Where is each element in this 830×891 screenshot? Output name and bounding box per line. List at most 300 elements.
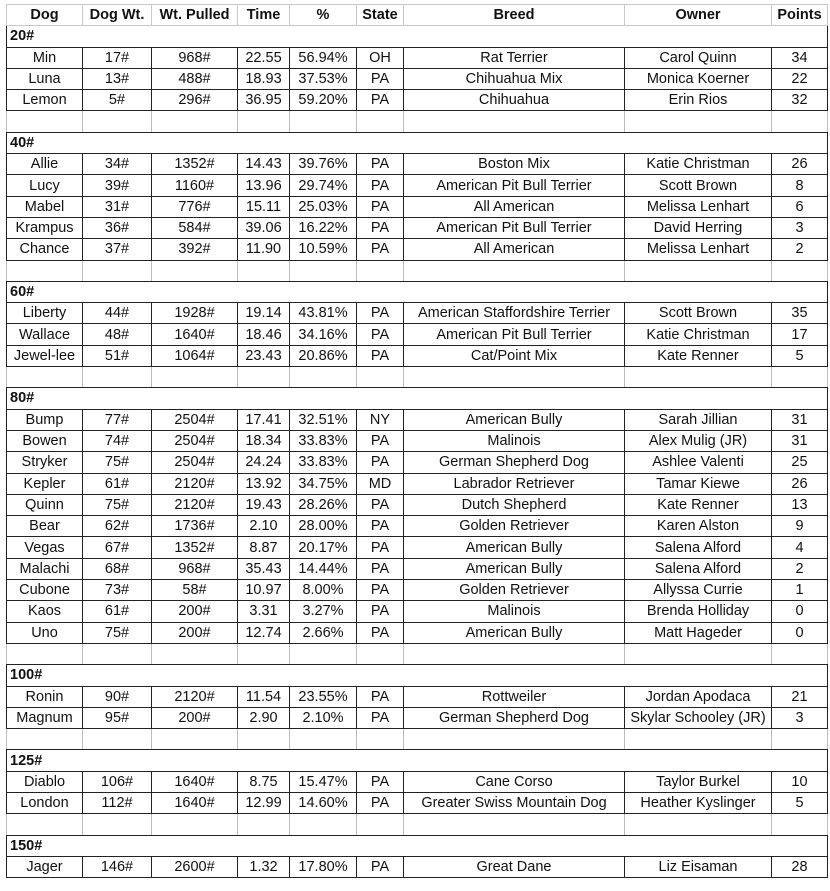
empty-cell: [772, 814, 828, 835]
empty-cell: [772, 643, 828, 664]
cell-dog: Vegas: [7, 537, 83, 558]
cell-state: PA: [357, 90, 404, 111]
table-row: [7, 175, 828, 196]
cell-points: 2: [772, 239, 828, 260]
cell-owner: Skylar Schooley (JR): [625, 707, 772, 728]
cell-breed: Greater Swiss Mountain Dog: [404, 792, 625, 813]
empty-cell: [7, 111, 83, 132]
cell-breed: American Pit Bull Terrier: [404, 324, 625, 345]
cell-points: 22: [772, 68, 828, 89]
cell-dog-weight: 31#: [83, 196, 152, 217]
cell-dog: Stryker: [7, 452, 83, 473]
empty-cell: [238, 814, 290, 835]
empty-cell: [357, 111, 404, 132]
empty-cell: [152, 814, 238, 835]
cell-breed: All American: [404, 196, 625, 217]
cell-state: PA: [357, 430, 404, 451]
spacer-row: [7, 111, 828, 132]
cell-state: PA: [357, 217, 404, 238]
cell-dog-weight: 74#: [83, 430, 152, 451]
cell-weight-pulled: 1352#: [152, 154, 238, 175]
cell-points: 26: [772, 473, 828, 494]
cell-owner: Matt Hageder: [625, 622, 772, 643]
cell-breed: Golden Retriever: [404, 580, 625, 601]
cell-time: 22.55: [238, 47, 290, 68]
cell-state: PA: [357, 771, 404, 792]
table-row: [7, 154, 828, 175]
cell-state: MD: [357, 473, 404, 494]
weight-class-label: 100#: [7, 665, 828, 686]
table-row: [7, 196, 828, 217]
empty-cell: [238, 729, 290, 750]
cell-dog: Quinn: [7, 494, 83, 515]
table-row: [7, 771, 828, 792]
cell-points: 2: [772, 558, 828, 579]
cell-dog: Jager: [7, 856, 83, 877]
cell-time: 1.32: [238, 856, 290, 877]
cell-percent: 34.16%: [290, 324, 357, 345]
cell-breed: German Shepherd Dog: [404, 707, 625, 728]
empty-cell: [238, 111, 290, 132]
cell-percent: 33.83%: [290, 452, 357, 473]
empty-cell: [357, 643, 404, 664]
cell-state: PA: [357, 537, 404, 558]
empty-cell: [772, 260, 828, 281]
cell-breed: American Bully: [404, 537, 625, 558]
cell-dog-weight: 36#: [83, 217, 152, 238]
cell-state: PA: [357, 324, 404, 345]
empty-cell: [238, 260, 290, 281]
empty-cell: [290, 367, 357, 388]
cell-dog: Jewel-lee: [7, 345, 83, 366]
cell-state: PA: [357, 686, 404, 707]
column-header-state: State: [357, 5, 404, 26]
cell-weight-pulled: 1160#: [152, 175, 238, 196]
cell-state: PA: [357, 601, 404, 622]
cell-time: 2.10: [238, 516, 290, 537]
cell-time: 17.41: [238, 409, 290, 430]
cell-time: 19.43: [238, 494, 290, 515]
cell-weight-pulled: 200#: [152, 707, 238, 728]
cell-owner: Heather Kyslinger: [625, 792, 772, 813]
cell-dog-weight: 5#: [83, 90, 152, 111]
cell-breed: Malinois: [404, 601, 625, 622]
cell-weight-pulled: 200#: [152, 601, 238, 622]
table-row: [7, 324, 828, 345]
empty-cell: [625, 260, 772, 281]
cell-breed: All American: [404, 239, 625, 260]
cell-dog: Kaos: [7, 601, 83, 622]
cell-time: 19.14: [238, 303, 290, 324]
cell-points: 4: [772, 537, 828, 558]
cell-weight-pulled: 2504#: [152, 409, 238, 430]
cell-dog-weight: 73#: [83, 580, 152, 601]
cell-owner: Scott Brown: [625, 175, 772, 196]
cell-breed: Chihuahua: [404, 90, 625, 111]
cell-breed: Rat Terrier: [404, 47, 625, 68]
cell-owner: Melissa Lenhart: [625, 196, 772, 217]
cell-points: 26: [772, 154, 828, 175]
cell-owner: Katie Christman: [625, 324, 772, 345]
cell-state: PA: [357, 580, 404, 601]
empty-cell: [772, 367, 828, 388]
weight-class-label: 20#: [7, 26, 828, 47]
cell-breed: Great Dane: [404, 856, 625, 877]
spacer-row: [7, 814, 828, 835]
empty-cell: [83, 729, 152, 750]
cell-dog: Cubone: [7, 580, 83, 601]
cell-percent: 2.10%: [290, 707, 357, 728]
cell-weight-pulled: 2120#: [152, 686, 238, 707]
cell-dog: Diablo: [7, 771, 83, 792]
cell-state: PA: [357, 707, 404, 728]
cell-percent: 28.00%: [290, 516, 357, 537]
cell-time: 18.34: [238, 430, 290, 451]
cell-points: 31: [772, 430, 828, 451]
empty-cell: [625, 814, 772, 835]
cell-dog-weight: 106#: [83, 771, 152, 792]
empty-cell: [404, 367, 625, 388]
cell-points: 10: [772, 771, 828, 792]
cell-percent: 33.83%: [290, 430, 357, 451]
cell-owner: Scott Brown: [625, 303, 772, 324]
table-header: [7, 5, 828, 26]
cell-percent: 17.80%: [290, 856, 357, 877]
empty-cell: [7, 814, 83, 835]
cell-owner: David Herring: [625, 217, 772, 238]
header-row: [7, 5, 828, 26]
cell-time: 8.87: [238, 537, 290, 558]
weight-class-row: [7, 388, 828, 409]
cell-time: 18.93: [238, 68, 290, 89]
cell-dog: Ronin: [7, 686, 83, 707]
cell-dog-weight: 48#: [83, 324, 152, 345]
cell-dog-weight: 17#: [83, 47, 152, 68]
cell-dog: London: [7, 792, 83, 813]
cell-time: 18.46: [238, 324, 290, 345]
cell-state: PA: [357, 516, 404, 537]
cell-breed: Golden Retriever: [404, 516, 625, 537]
table-row: [7, 558, 828, 579]
cell-owner: Ashlee Valenti: [625, 452, 772, 473]
column-header-percent: %: [290, 5, 357, 26]
cell-breed: Cat/Point Mix: [404, 345, 625, 366]
cell-points: 8: [772, 175, 828, 196]
weight-class-row: [7, 132, 828, 153]
empty-cell: [290, 111, 357, 132]
cell-dog-weight: 62#: [83, 516, 152, 537]
empty-cell: [290, 729, 357, 750]
cell-owner: Karen Alston: [625, 516, 772, 537]
cell-state: PA: [357, 494, 404, 515]
table-row: [7, 217, 828, 238]
table-row: [7, 494, 828, 515]
cell-dog-weight: 44#: [83, 303, 152, 324]
table-row: [7, 303, 828, 324]
weight-class-row: [7, 281, 828, 302]
cell-percent: 43.81%: [290, 303, 357, 324]
table-row: [7, 537, 828, 558]
cell-weight-pulled: 2120#: [152, 473, 238, 494]
cell-owner: Jordan Apodaca: [625, 686, 772, 707]
cell-time: 2.90: [238, 707, 290, 728]
empty-cell: [772, 729, 828, 750]
cell-dog-weight: 95#: [83, 707, 152, 728]
cell-dog: Chance: [7, 239, 83, 260]
cell-dog-weight: 61#: [83, 601, 152, 622]
table-row: [7, 580, 828, 601]
table-row: [7, 47, 828, 68]
table-row: [7, 430, 828, 451]
table-row: [7, 707, 828, 728]
cell-points: 0: [772, 601, 828, 622]
cell-weight-pulled: 200#: [152, 622, 238, 643]
cell-breed: American Pit Bull Terrier: [404, 217, 625, 238]
table-row: [7, 90, 828, 111]
weight-class-row: [7, 750, 828, 771]
cell-time: 11.90: [238, 239, 290, 260]
empty-cell: [357, 260, 404, 281]
cell-weight-pulled: 584#: [152, 217, 238, 238]
cell-points: 17: [772, 324, 828, 345]
cell-weight-pulled: 776#: [152, 196, 238, 217]
empty-cell: [152, 643, 238, 664]
empty-cell: [404, 111, 625, 132]
cell-dog-weight: 61#: [83, 473, 152, 494]
cell-dog: Lemon: [7, 90, 83, 111]
cell-dog-weight: 77#: [83, 409, 152, 430]
cell-percent: 2.66%: [290, 622, 357, 643]
cell-dog: Mabel: [7, 196, 83, 217]
cell-owner: Salena Alford: [625, 558, 772, 579]
cell-dog: Allie: [7, 154, 83, 175]
table-row: [7, 409, 828, 430]
cell-breed: American Bully: [404, 409, 625, 430]
cell-weight-pulled: 488#: [152, 68, 238, 89]
cell-points: 13: [772, 494, 828, 515]
cell-state: NY: [357, 409, 404, 430]
column-header-time: Time: [238, 5, 290, 26]
empty-cell: [290, 260, 357, 281]
cell-weight-pulled: 2504#: [152, 452, 238, 473]
cell-points: 5: [772, 345, 828, 366]
cell-time: 8.75: [238, 771, 290, 792]
cell-state: PA: [357, 303, 404, 324]
results-table: [6, 4, 828, 878]
cell-dog-weight: 75#: [83, 622, 152, 643]
empty-cell: [772, 111, 828, 132]
cell-time: 13.96: [238, 175, 290, 196]
cell-weight-pulled: 968#: [152, 558, 238, 579]
cell-points: 34: [772, 47, 828, 68]
cell-percent: 59.20%: [290, 90, 357, 111]
cell-percent: 15.47%: [290, 771, 357, 792]
cell-points: 3: [772, 217, 828, 238]
cell-dog-weight: 34#: [83, 154, 152, 175]
cell-time: 3.31: [238, 601, 290, 622]
cell-breed: Chihuahua Mix: [404, 68, 625, 89]
cell-weight-pulled: 296#: [152, 90, 238, 111]
cell-time: 12.99: [238, 792, 290, 813]
empty-cell: [83, 814, 152, 835]
cell-weight-pulled: 58#: [152, 580, 238, 601]
empty-cell: [404, 729, 625, 750]
cell-percent: 39.76%: [290, 154, 357, 175]
cell-time: 13.92: [238, 473, 290, 494]
cell-state: PA: [357, 345, 404, 366]
cell-percent: 25.03%: [290, 196, 357, 217]
cell-owner: Taylor Burkel: [625, 771, 772, 792]
empty-cell: [152, 111, 238, 132]
cell-dog: Kepler: [7, 473, 83, 494]
cell-state: PA: [357, 856, 404, 877]
cell-points: 21: [772, 686, 828, 707]
cell-breed: Malinois: [404, 430, 625, 451]
empty-cell: [83, 643, 152, 664]
cell-time: 39.06: [238, 217, 290, 238]
cell-weight-pulled: 2120#: [152, 494, 238, 515]
weight-class-label: 150#: [7, 835, 828, 856]
cell-weight-pulled: 1928#: [152, 303, 238, 324]
cell-owner: Katie Christman: [625, 154, 772, 175]
spacer-row: [7, 260, 828, 281]
table-row: [7, 345, 828, 366]
cell-time: 24.24: [238, 452, 290, 473]
cell-time: 15.11: [238, 196, 290, 217]
cell-state: PA: [357, 68, 404, 89]
cell-breed: Labrador Retriever: [404, 473, 625, 494]
cell-time: 10.97: [238, 580, 290, 601]
cell-percent: 3.27%: [290, 601, 357, 622]
cell-points: 28: [772, 856, 828, 877]
cell-owner: Erin Rios: [625, 90, 772, 111]
cell-owner: Sarah Jillian: [625, 409, 772, 430]
weight-class-label: 40#: [7, 132, 828, 153]
weight-class-label: 125#: [7, 750, 828, 771]
cell-points: 31: [772, 409, 828, 430]
cell-percent: 8.00%: [290, 580, 357, 601]
empty-cell: [83, 111, 152, 132]
cell-state: PA: [357, 452, 404, 473]
cell-weight-pulled: 1736#: [152, 516, 238, 537]
weight-class-row: [7, 665, 828, 686]
table-row: [7, 473, 828, 494]
cell-owner: Melissa Lenhart: [625, 239, 772, 260]
column-header-breed: Breed: [404, 5, 625, 26]
cell-points: 3: [772, 707, 828, 728]
empty-cell: [625, 111, 772, 132]
cell-percent: 37.53%: [290, 68, 357, 89]
cell-points: 25: [772, 452, 828, 473]
spacer-row: [7, 729, 828, 750]
table-row: [7, 686, 828, 707]
cell-breed: American Bully: [404, 622, 625, 643]
table-row: [7, 516, 828, 537]
column-header-weight-pulled: Wt. Pulled: [152, 5, 238, 26]
cell-breed: German Shepherd Dog: [404, 452, 625, 473]
empty-cell: [83, 367, 152, 388]
empty-cell: [625, 367, 772, 388]
table-body: [7, 26, 828, 878]
cell-dog-weight: 112#: [83, 792, 152, 813]
cell-breed: American Pit Bull Terrier: [404, 175, 625, 196]
cell-state: PA: [357, 154, 404, 175]
cell-dog-weight: 39#: [83, 175, 152, 196]
table-row: [7, 792, 828, 813]
cell-weight-pulled: 1352#: [152, 537, 238, 558]
cell-dog: Krampus: [7, 217, 83, 238]
cell-breed: Dutch Shepherd: [404, 494, 625, 515]
cell-percent: 20.86%: [290, 345, 357, 366]
cell-time: 12.74: [238, 622, 290, 643]
table-row: [7, 856, 828, 877]
empty-cell: [7, 729, 83, 750]
empty-cell: [625, 729, 772, 750]
cell-time: 35.43: [238, 558, 290, 579]
cell-owner: Alex Mulig (JR): [625, 430, 772, 451]
cell-owner: Tamar Kiewe: [625, 473, 772, 494]
cell-owner: Liz Eisaman: [625, 856, 772, 877]
column-header-dog: Dog: [7, 5, 83, 26]
cell-percent: 34.75%: [290, 473, 357, 494]
empty-cell: [238, 643, 290, 664]
cell-weight-pulled: 392#: [152, 239, 238, 260]
cell-state: PA: [357, 622, 404, 643]
cell-weight-pulled: 1640#: [152, 792, 238, 813]
cell-weight-pulled: 1064#: [152, 345, 238, 366]
empty-cell: [83, 260, 152, 281]
empty-cell: [404, 643, 625, 664]
cell-state: PA: [357, 196, 404, 217]
empty-cell: [357, 367, 404, 388]
cell-dog: Malachi: [7, 558, 83, 579]
cell-dog: Uno: [7, 622, 83, 643]
empty-cell: [404, 814, 625, 835]
weight-class-label: 60#: [7, 281, 828, 302]
empty-cell: [7, 260, 83, 281]
cell-time: 23.43: [238, 345, 290, 366]
table-row: [7, 601, 828, 622]
empty-cell: [7, 367, 83, 388]
column-header-owner: Owner: [625, 5, 772, 26]
weight-class-row: [7, 26, 828, 47]
cell-owner: Kate Renner: [625, 345, 772, 366]
cell-dog: Magnum: [7, 707, 83, 728]
weight-class-row: [7, 835, 828, 856]
cell-dog-weight: 75#: [83, 494, 152, 515]
cell-state: PA: [357, 792, 404, 813]
cell-time: 36.95: [238, 90, 290, 111]
cell-weight-pulled: 2504#: [152, 430, 238, 451]
cell-owner: Kate Renner: [625, 494, 772, 515]
cell-time: 11.54: [238, 686, 290, 707]
spacer-row: [7, 367, 828, 388]
cell-state: OH: [357, 47, 404, 68]
weight-class-label: 80#: [7, 388, 828, 409]
cell-points: 35: [772, 303, 828, 324]
cell-dog-weight: 13#: [83, 68, 152, 89]
cell-breed: Cane Corso: [404, 771, 625, 792]
cell-state: PA: [357, 239, 404, 260]
cell-percent: 29.74%: [290, 175, 357, 196]
cell-percent: 10.59%: [290, 239, 357, 260]
empty-cell: [290, 814, 357, 835]
table-row: [7, 622, 828, 643]
empty-cell: [404, 260, 625, 281]
cell-state: PA: [357, 175, 404, 196]
empty-cell: [7, 643, 83, 664]
cell-dog: Liberty: [7, 303, 83, 324]
